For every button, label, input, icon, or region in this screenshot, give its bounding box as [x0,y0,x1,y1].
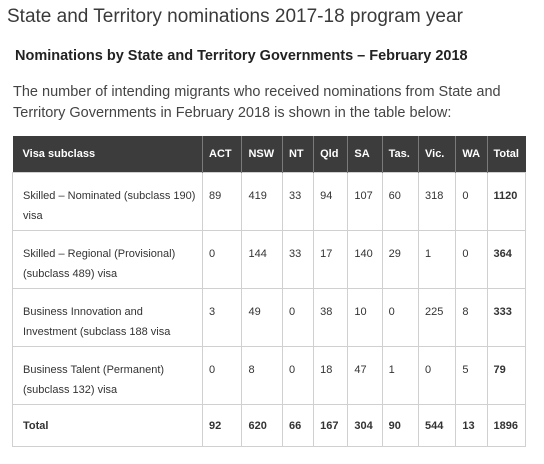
table-cell: 94 [314,172,348,230]
table-cell: 8 [242,346,283,404]
column-header: Visa subclass [13,136,203,172]
table-cell: 419 [242,172,283,230]
table-row [13,172,526,230]
table-row [13,346,526,404]
column-header: WA [456,136,487,172]
table-cell: 0 [203,346,242,404]
nominations-table [12,136,526,447]
table-cell: Business Talent (Permanent) (subclass 132) visa [13,346,203,404]
table-cell: 3 [203,288,242,346]
column-header: NT [282,136,313,172]
table-cell: 167 [314,404,348,446]
table-cell: 0 [382,288,418,346]
table-cell: 140 [348,230,382,288]
table-cell: 544 [419,404,456,446]
table-cell: 18 [314,346,348,404]
table-cell: 29 [382,230,418,288]
table-cell: 10 [348,288,382,346]
table-row [13,288,526,346]
table-cell: 0 [456,230,487,288]
table-cell-total: 1896 [487,404,525,446]
column-header: SA [348,136,382,172]
table-cell: 92 [203,404,242,446]
table-cell: 0 [282,288,313,346]
table-cell: 5 [456,346,487,404]
table-cell-total: 364 [487,230,525,288]
table-row [13,230,526,288]
table-cell: Total [13,404,203,446]
intro-paragraph: The number of intending migrants who received nominations from State and Territory Governments in February 2018 is shown in the table below: [13,84,501,121]
table-cell-total: 1120 [487,172,525,230]
table-cell: 90 [382,404,418,446]
column-header: Tas. [382,136,418,172]
table-cell: 17 [314,230,348,288]
table-cell: 0 [203,230,242,288]
table-cell: 107 [348,172,382,230]
table-header-row [13,136,526,172]
table-cell: 0 [282,346,313,404]
table-cell: Skilled – Nominated (subclass 190) visa [13,172,203,230]
table-cell: 33 [282,172,313,230]
table-cell: 89 [203,172,242,230]
table-cell: 1 [382,346,418,404]
table-cell: 49 [242,288,283,346]
table-cell: 620 [242,404,283,446]
column-header: ACT [203,136,242,172]
table-cell: 304 [348,404,382,446]
table-cell: 225 [419,288,456,346]
table-cell: 60 [382,172,418,230]
table-cell: 0 [456,172,487,230]
table-cell: 47 [348,346,382,404]
table-cell: 38 [314,288,348,346]
table-cell: Business Innovation and Investment (subclass 188 visa [13,288,203,346]
table-cell: 8 [456,288,487,346]
page-title: State and Territory nominations 2017-18 program year [7,6,463,27]
table-cell-total: 333 [487,288,525,346]
table-cell: 33 [282,230,313,288]
table-cell-total: 79 [487,346,525,404]
table-cell: 1 [419,230,456,288]
column-header: Total [487,136,525,172]
table-total-row [13,404,526,446]
table-cell: 318 [419,172,456,230]
table-cell: 13 [456,404,487,446]
table-cell: Skilled – Regional (Provisional) (subclass 489) visa [13,230,203,288]
table-cell: 144 [242,230,283,288]
section-heading: Nominations by State and Territory Governments – February 2018 [15,48,468,64]
column-header: Qld [314,136,348,172]
table-cell: 0 [419,346,456,404]
column-header: Vic. [419,136,456,172]
table-cell: 66 [282,404,313,446]
column-header: NSW [242,136,283,172]
